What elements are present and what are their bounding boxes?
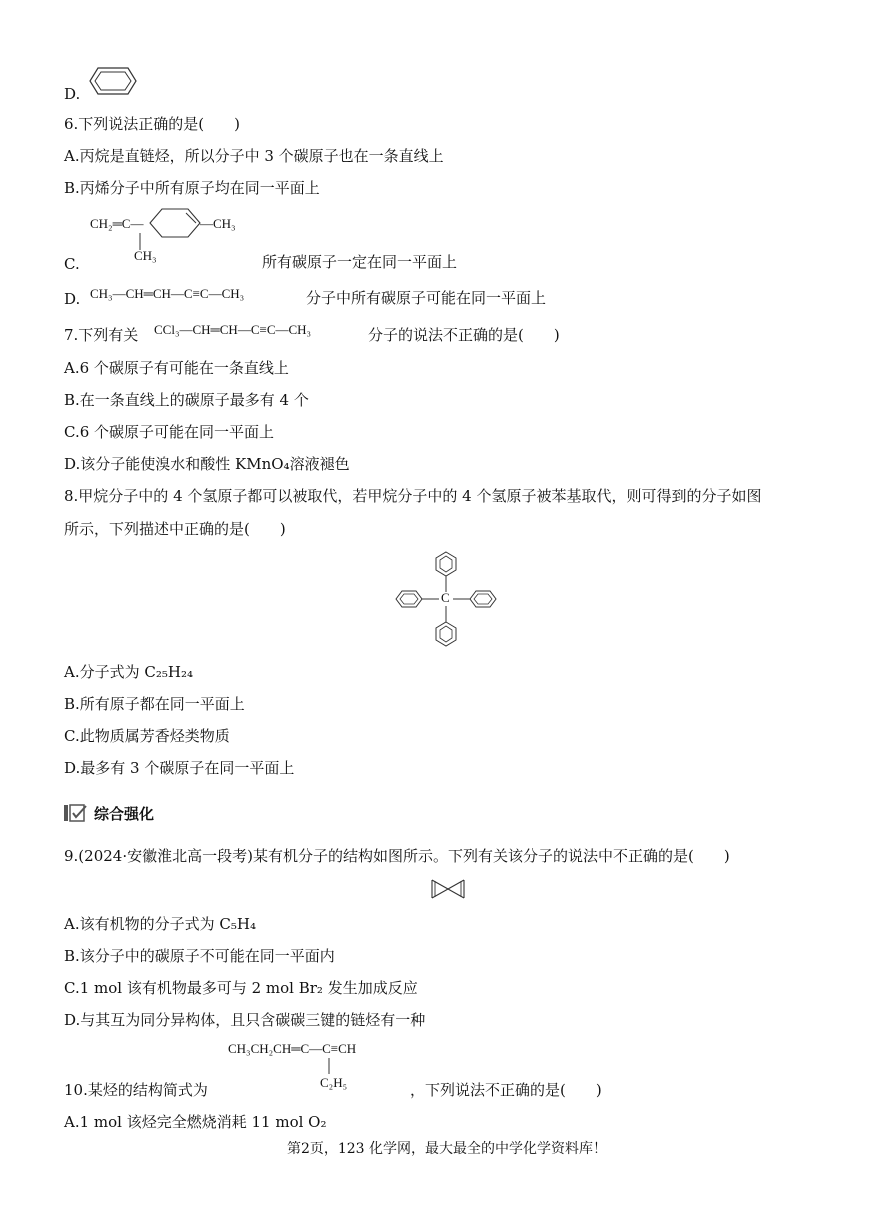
q6-option-a: A.丙烷是直链烃，所以分子中 3 个碳原子也在一条直线上 (64, 147, 444, 165)
q6c-struct-ch3-bottom: CH₃ (134, 248, 157, 263)
q6-option-d-text: 分子中所有碳原子可能在同一平面上 (306, 289, 547, 307)
check-list-icon (64, 803, 88, 823)
q10-stem-prefix: 10.某烃的结构简式为 (64, 1081, 208, 1099)
spiropentadiene-structure (430, 878, 466, 900)
cyclohexene-ring-icon (148, 206, 208, 240)
q6-option-b: B.丙烯分子中所有原子均在同一平面上 (64, 179, 320, 197)
q10-struct-top: CH₃CH₂CH═C—C≡CH (228, 1041, 357, 1056)
q9-option-d: D.与其互为同分异构体，且只含碳碳三键的链烃有一种 (64, 1011, 426, 1029)
q9-option-b: B.该分子中的碳原子不可能在同一平面内 (64, 947, 335, 965)
q8-option-a: A.分子式为 C₂₅H₂₄ (64, 663, 193, 681)
q8-option-b: B.所有原子都在同一平面上 (64, 695, 245, 713)
benzene-ring-icon (88, 66, 138, 96)
q6c-struct-ch3-right: —CH₃ (200, 216, 236, 231)
page-footer: 第2页，123 化学网，最大最全的中学化学资料库！ (286, 1141, 608, 1157)
q6-option-c-label: C. (64, 255, 80, 273)
q8-option-c: C.此物质属芳香烃类物质 (64, 727, 230, 745)
q7-option-a: A.6 个碳原子有可能在一条直线上 (64, 359, 289, 377)
q9-stem: 9.(2024·安徽淮北高一段考)某有机分子的结构如图所示。下列有关该分子的说法中不正确的是( ) (64, 847, 730, 865)
q9-option-c: C.1 mol 该有机物最多可与 2 mol Br₂ 发生加成反应 (64, 979, 418, 997)
q7-option-c: C.6 个碳原子可能在同一平面上 (64, 423, 275, 441)
q6c-struct-left: CH₂═C— (90, 216, 144, 231)
q6d-formula: CH₃—CH═CH—C≡C—CH₃ (90, 286, 245, 301)
q5-option-d-label: D. (64, 85, 81, 103)
q9-option-a: A.该有机物的分子式为 C₅H₄ (64, 915, 256, 933)
q7-option-d: D.该分子能使溴水和酸性 KMnO₄溶液褪色 (64, 455, 350, 473)
q8-stem-line1: 8.甲烷分子中的 4 个氢原子都可以被取代，若甲烷分子中的 4 个氢原子被苯基取代，则可得到的分子如图 (64, 487, 762, 505)
q7-stem-prefix: 7.下列有关 (64, 326, 139, 344)
q8-option-d: D.最多有 3 个碳原子在同一平面上 (64, 759, 295, 777)
q10-option-a: A.1 mol 该烃完全燃烧消耗 11 mol O₂ (64, 1113, 327, 1131)
section-title: 综合强化 (94, 805, 155, 823)
q10-branch-bond (328, 1058, 332, 1076)
q6-option-d-label: D. (64, 290, 81, 308)
q10-stem-suffix: ，下列说法不正确的是( ) (410, 1081, 602, 1099)
q7-formula: CCl₃—CH═CH—C≡C—CH₃ (154, 322, 312, 337)
q6-stem: 6.下列说法正确的是( ) (64, 115, 241, 133)
q8-stem-line2: 所示，下列描述中正确的是( ) (64, 520, 286, 538)
q8-center-atom: C (441, 590, 450, 605)
q7-option-b: B.在一条直线上的碳原子最多有 4 个 (64, 391, 309, 409)
q10-struct-branch: C₂H₅ (320, 1075, 348, 1090)
q7-stem-suffix: 分子的说法不正确的是( ) (368, 326, 560, 344)
q6-option-c-text: 所有碳原子一定在同一平面上 (262, 253, 458, 271)
